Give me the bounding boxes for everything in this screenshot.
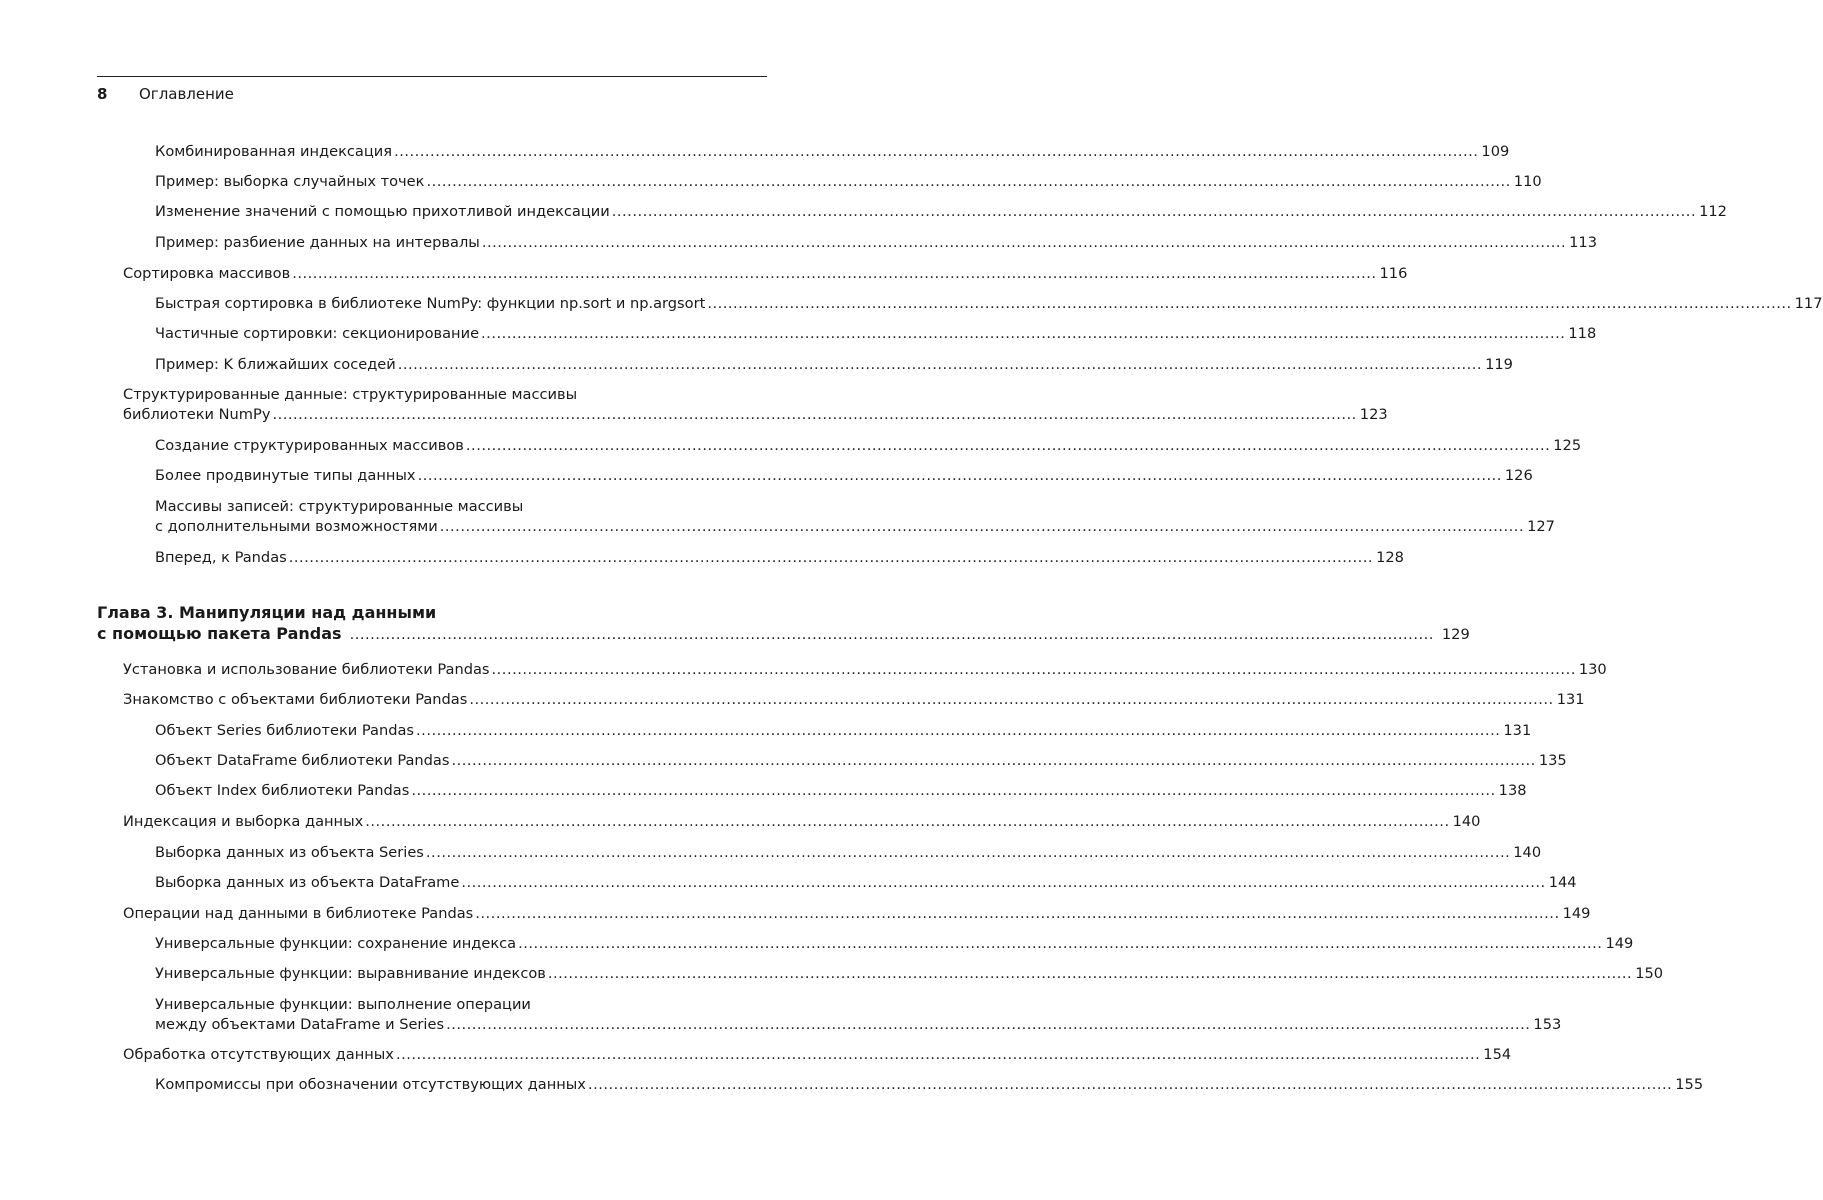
toc-entry-line: Универсальные функции: выполнение операции — [155, 996, 531, 1013]
toc-entry-page: 149 — [1562, 905, 1591, 922]
toc-entry-title: Индексация и выборка данных — [123, 813, 364, 830]
toc-entry[interactable] — [155, 518, 1555, 536]
toc-entry[interactable] — [155, 234, 1597, 252]
toc-entry[interactable] — [155, 1076, 1704, 1094]
toc-entry-title: Знакомство с объектами библиотеки Pandas — [123, 691, 468, 708]
dot-leader — [365, 813, 1449, 831]
toc-entry-title: Частичные сортировки: секционирование — [155, 325, 480, 342]
toc-entry-page: 127 — [1527, 518, 1555, 535]
toc-entry-title: Операции над данными в библиотеке Pandas — [123, 905, 474, 922]
chapter-title: с помощью пакета Pandas — [97, 624, 342, 643]
toc-entry-title: Универсальные функции: сохранение индекса — [155, 935, 517, 952]
dot-leader — [475, 905, 1559, 923]
toc-entry[interactable] — [155, 203, 1727, 221]
toc-entry[interactable] — [155, 143, 1510, 161]
toc-entry-page: 149 — [1605, 935, 1634, 952]
toc-entry-page: 128 — [1376, 549, 1404, 566]
toc-entry-page: 123 — [1359, 406, 1388, 423]
toc-entry-line: Массивы записей: структурированные массивы — [155, 498, 524, 515]
toc-entry[interactable] — [155, 295, 1823, 313]
toc-entry-title: Компромиссы при обозначении отсутствующих данных — [155, 1076, 586, 1093]
toc-entry[interactable] — [155, 874, 1577, 892]
toc-entry-page: 140 — [1513, 844, 1542, 861]
toc-entry-title: Изменение значений с помощью прихотливой индексации — [155, 203, 610, 220]
toc-entry-page: 117 — [1794, 295, 1823, 312]
dot-leader — [272, 406, 1356, 424]
toc-entry-title: Объект DataFrame библиотеки Pandas — [155, 752, 450, 769]
toc-entry-title: Выборка данных из объекта Series — [155, 844, 424, 861]
toc-entry-page: 154 — [1483, 1046, 1512, 1063]
toc-entry-title: с дополнительными возможностями — [155, 518, 438, 535]
dot-leader — [416, 722, 1500, 740]
dot-leader — [426, 844, 1510, 862]
toc-entry[interactable] — [155, 1016, 1562, 1034]
dot-leader — [707, 295, 1791, 313]
toc-entry[interactable] — [155, 935, 1634, 953]
toc-entry-page: 138 — [1498, 782, 1527, 799]
toc-entry-page: 131 — [1503, 722, 1532, 739]
toc-entry-title: Универсальные функции: выравнивание индексов — [155, 965, 546, 982]
toc-entry-page: 153 — [1533, 1016, 1562, 1033]
toc-entry-title: Более продвинутые типы данных — [155, 467, 416, 484]
toc-entry-page: 131 — [1556, 691, 1585, 708]
toc-entry-title: Пример: разбиение данных на интервалы — [155, 234, 480, 251]
toc-section-line: Структурированные данные: структурированные массивы — [123, 386, 578, 403]
toc-entry-title: Выборка данных из объекта DataFrame — [155, 874, 460, 891]
dot-leader — [461, 874, 1545, 892]
dot-leader — [548, 965, 1632, 983]
dot-leader — [426, 173, 1510, 191]
dot-leader — [289, 549, 1373, 567]
toc-entry-title: Создание структурированных массивов — [155, 437, 464, 454]
toc-entry-page: 109 — [1481, 143, 1510, 160]
toc-entry-page: 126 — [1504, 467, 1533, 484]
toc-section[interactable] — [123, 661, 1607, 679]
dot-leader — [481, 325, 1565, 343]
toc-entry-page: 112 — [1699, 203, 1727, 220]
dot-leader — [418, 467, 1502, 485]
toc-entry-title: библиотеки NumPy — [123, 406, 271, 423]
toc-entry-title: Установка и использование библиотеки Pandas — [123, 661, 490, 678]
toc-entry-page: 113 — [1569, 234, 1597, 251]
toc-entry-title: Пример: выборка случайных точек — [155, 173, 425, 190]
toc-entry-page: 150 — [1635, 965, 1664, 982]
toc-entry[interactable] — [155, 549, 1404, 567]
dot-leader — [350, 625, 1434, 645]
chapter-entry[interactable] — [97, 624, 1470, 645]
dot-leader — [394, 143, 1478, 161]
toc-entry-page: 140 — [1452, 813, 1481, 830]
toc-section[interactable] — [123, 905, 1591, 923]
page-number: 8 — [97, 85, 108, 103]
toc-entry-title: Объект Index библиотеки Pandas — [155, 782, 410, 799]
chapter-page: 129 — [1441, 626, 1470, 643]
dot-leader — [588, 1076, 1672, 1094]
toc-entry-page: 144 — [1548, 874, 1577, 891]
dot-leader — [440, 518, 1524, 536]
toc-entry[interactable] — [155, 356, 1513, 374]
toc-entry-title: Пример: K ближайших соседей — [155, 356, 396, 373]
toc-section[interactable] — [123, 1046, 1512, 1064]
toc-entry-title: Быстрая сортировка в библиотеке NumPy: функции np.sort и np.argsort — [155, 295, 706, 312]
dot-leader — [612, 203, 1696, 221]
toc-entry-page: 135 — [1538, 752, 1567, 769]
dot-leader — [451, 752, 1535, 770]
toc-section[interactable] — [123, 691, 1585, 709]
toc-entry-title: Объект Series библиотеки Pandas — [155, 722, 415, 739]
toc-entry-title: Сортировка массивов — [123, 265, 291, 282]
toc-entry[interactable] — [155, 437, 1582, 455]
toc-entry[interactable] — [155, 467, 1533, 485]
toc-entry-page: 110 — [1513, 173, 1542, 190]
running-title: Оглавление — [139, 85, 234, 103]
dot-leader — [396, 1046, 1480, 1064]
toc-entry-title: Обработка отсутствующих данных — [123, 1046, 394, 1063]
toc-entry-page: 125 — [1553, 437, 1582, 454]
toc-entry[interactable] — [155, 173, 1542, 191]
toc-entry[interactable] — [155, 844, 1542, 862]
dot-leader — [466, 437, 1550, 455]
toc-entry-page: 130 — [1578, 661, 1607, 678]
dot-leader — [446, 1016, 1530, 1034]
dot-leader — [469, 691, 1553, 709]
toc-entry-page: 118 — [1568, 325, 1597, 342]
toc-entry-page: 119 — [1485, 356, 1513, 373]
dot-leader — [398, 356, 1482, 374]
dot-leader — [292, 265, 1376, 283]
toc-entry[interactable] — [155, 965, 1664, 983]
toc-section[interactable] — [123, 265, 1408, 283]
toc-entry-title: Комбинированная индексация — [155, 143, 393, 160]
toc-entry-title: Вперед, к Pandas — [155, 549, 287, 566]
dot-leader — [518, 935, 1602, 953]
toc-section[interactable] — [123, 406, 1388, 424]
dot-leader — [411, 782, 1495, 800]
dot-leader — [482, 234, 1566, 252]
toc-entry-title: между объектами DataFrame и Series — [155, 1016, 445, 1033]
toc-entry-page: 155 — [1675, 1076, 1704, 1093]
toc-section[interactable] — [123, 813, 1481, 831]
dot-leader — [492, 661, 1576, 679]
toc-entry-page: 116 — [1379, 265, 1408, 282]
chapter-title-line: Глава 3. Манипуляции над данными — [97, 603, 437, 622]
toc-entry[interactable] — [155, 752, 1567, 770]
toc-entry[interactable] — [155, 325, 1597, 343]
toc-entry[interactable] — [155, 782, 1527, 800]
toc-entry[interactable] — [155, 722, 1532, 740]
